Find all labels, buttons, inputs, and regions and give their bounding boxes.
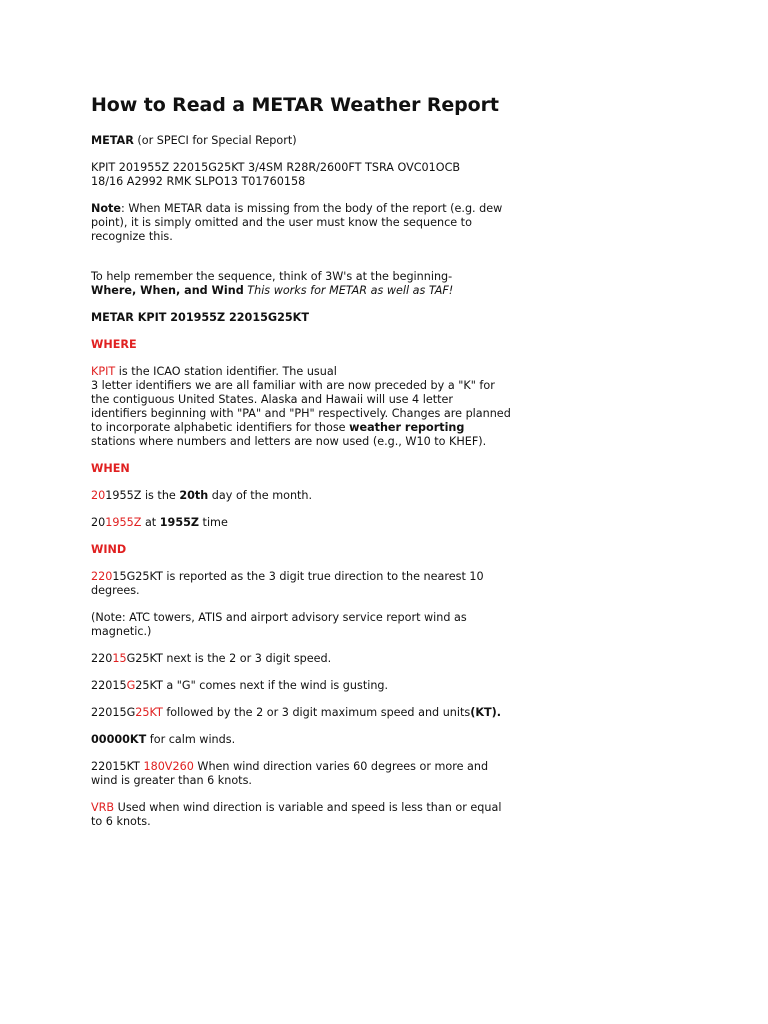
document-page <box>91 92 511 842</box>
where-text3: stations where numbers and letters are now used (e.g., W10 to KHEF). <box>91 435 487 448</box>
metar-example-line2: 18/16 A2992 RMK SLPO13 T01760158 <box>91 175 306 188</box>
when-day-end: day of the month. <box>208 489 313 502</box>
metar-intro <box>91 134 511 148</box>
metar-example-line1: KPIT 201955Z 22015G25KT 3/4SM R28R/2600FT TSRA OVC01OCB <box>91 161 461 174</box>
where-heading: WHERE <box>91 338 137 351</box>
wind-var-code: 180V260 <box>143 760 194 773</box>
wind-calm-text: for calm winds. <box>146 733 236 746</box>
wind-magnetic-note: (Note: ATC towers, ATIS and airport advisory service report wind as magnetic.) <box>91 611 467 638</box>
wind-var-pre: 22015KT <box>91 760 144 773</box>
wind-speed-code: 15 <box>112 652 127 665</box>
wind-speed-pre: 220 <box>91 652 113 665</box>
note-label: Note <box>91 202 121 215</box>
kpit-code: KPIT <box>91 365 116 378</box>
note-text: : When METAR data is missing from the body of the report (e.g. dew point), it is simply omitted and the user must know the sequence to recognize this. <box>91 202 503 243</box>
wind-vrb <box>91 801 511 829</box>
wind-gust <box>91 679 511 693</box>
wind-direction <box>91 570 511 598</box>
wind-calm <box>91 733 511 747</box>
www-italic: This works for METAR as well as TAF! <box>243 284 454 297</box>
wind-vrb-code: VRB <box>91 801 115 814</box>
when-time-end: time <box>199 516 228 529</box>
when-time <box>91 516 511 530</box>
wind-direction-code: 220 <box>91 570 113 583</box>
wind-max-speed <box>91 706 511 720</box>
when-day-text: 1955Z is the <box>105 489 180 502</box>
www-bold: Where, When, and Wind <box>91 284 244 297</box>
wind-max-units: (KT). <box>470 706 501 719</box>
wind-vrb-text: Used when wind direction is variable and speed is less than or equal to 6 knots. <box>91 801 502 828</box>
wind-speed-text: G25KT next is the 2 or 3 digit speed. <box>126 652 332 665</box>
where-bold: weather reporting <box>349 421 465 434</box>
note-paragraph <box>91 202 511 244</box>
where-paragraph <box>91 365 511 449</box>
wind-gust-text: 25KT a "G" comes next if the wind is gusting. <box>135 679 389 692</box>
when-heading: WHEN <box>91 462 130 475</box>
wind-direction-text: 15G25KT is reported as the 3 digit true direction to the nearest 10 degrees. <box>91 570 484 597</box>
wind-variable-range <box>91 760 511 788</box>
metar-label: METAR <box>91 134 134 147</box>
wind-var-text: When wind direction varies 60 degrees or more and wind is greater than 6 knots. <box>91 760 489 787</box>
wind-calm-code: 00000KT <box>91 733 147 746</box>
wind-gust-pre: 22015 <box>91 679 127 692</box>
metar-example <box>91 161 511 189</box>
page-title: How to Read a METAR Weather Report <box>91 94 499 116</box>
wind-speed <box>91 652 511 666</box>
when-day <box>91 489 511 503</box>
remember-paragraph <box>91 270 511 298</box>
wind-max-code: 25KT <box>135 706 163 719</box>
when-time-pre: 20 <box>91 516 106 529</box>
when-time-code: 1955Z <box>105 516 142 529</box>
when-time-mid: at <box>141 516 160 529</box>
when-day-bold: 20th <box>179 489 209 502</box>
when-time-bold: 1955Z <box>159 516 199 529</box>
metar-intro-text: (or SPECI for Special Report) <box>133 134 297 147</box>
wind-gust-code: G <box>126 679 136 692</box>
remember-text: To help remember the sequence, think of 3W's at the beginning- <box>91 270 453 283</box>
when-day-code: 20 <box>91 489 106 502</box>
wind-heading: WIND <box>91 543 127 556</box>
metar-head: METAR KPIT 201955Z 22015G25KT <box>91 311 309 324</box>
where-text2: 3 letter identifiers we are all familiar with are now preceded by a "K" for the contiguous United States. Alaska and Hawaii will use 4 letter identifiers beginning with "PA" and "PH" respectively. Changes are planned to incorporate alphabetic identifiers for those <box>91 379 511 434</box>
where-text1: is the ICAO station identifier. The usual <box>115 365 337 378</box>
wind-max-text: followed by the 2 or 3 digit maximum speed and units <box>162 706 471 719</box>
wind-max-pre: 22015G <box>91 706 136 719</box>
